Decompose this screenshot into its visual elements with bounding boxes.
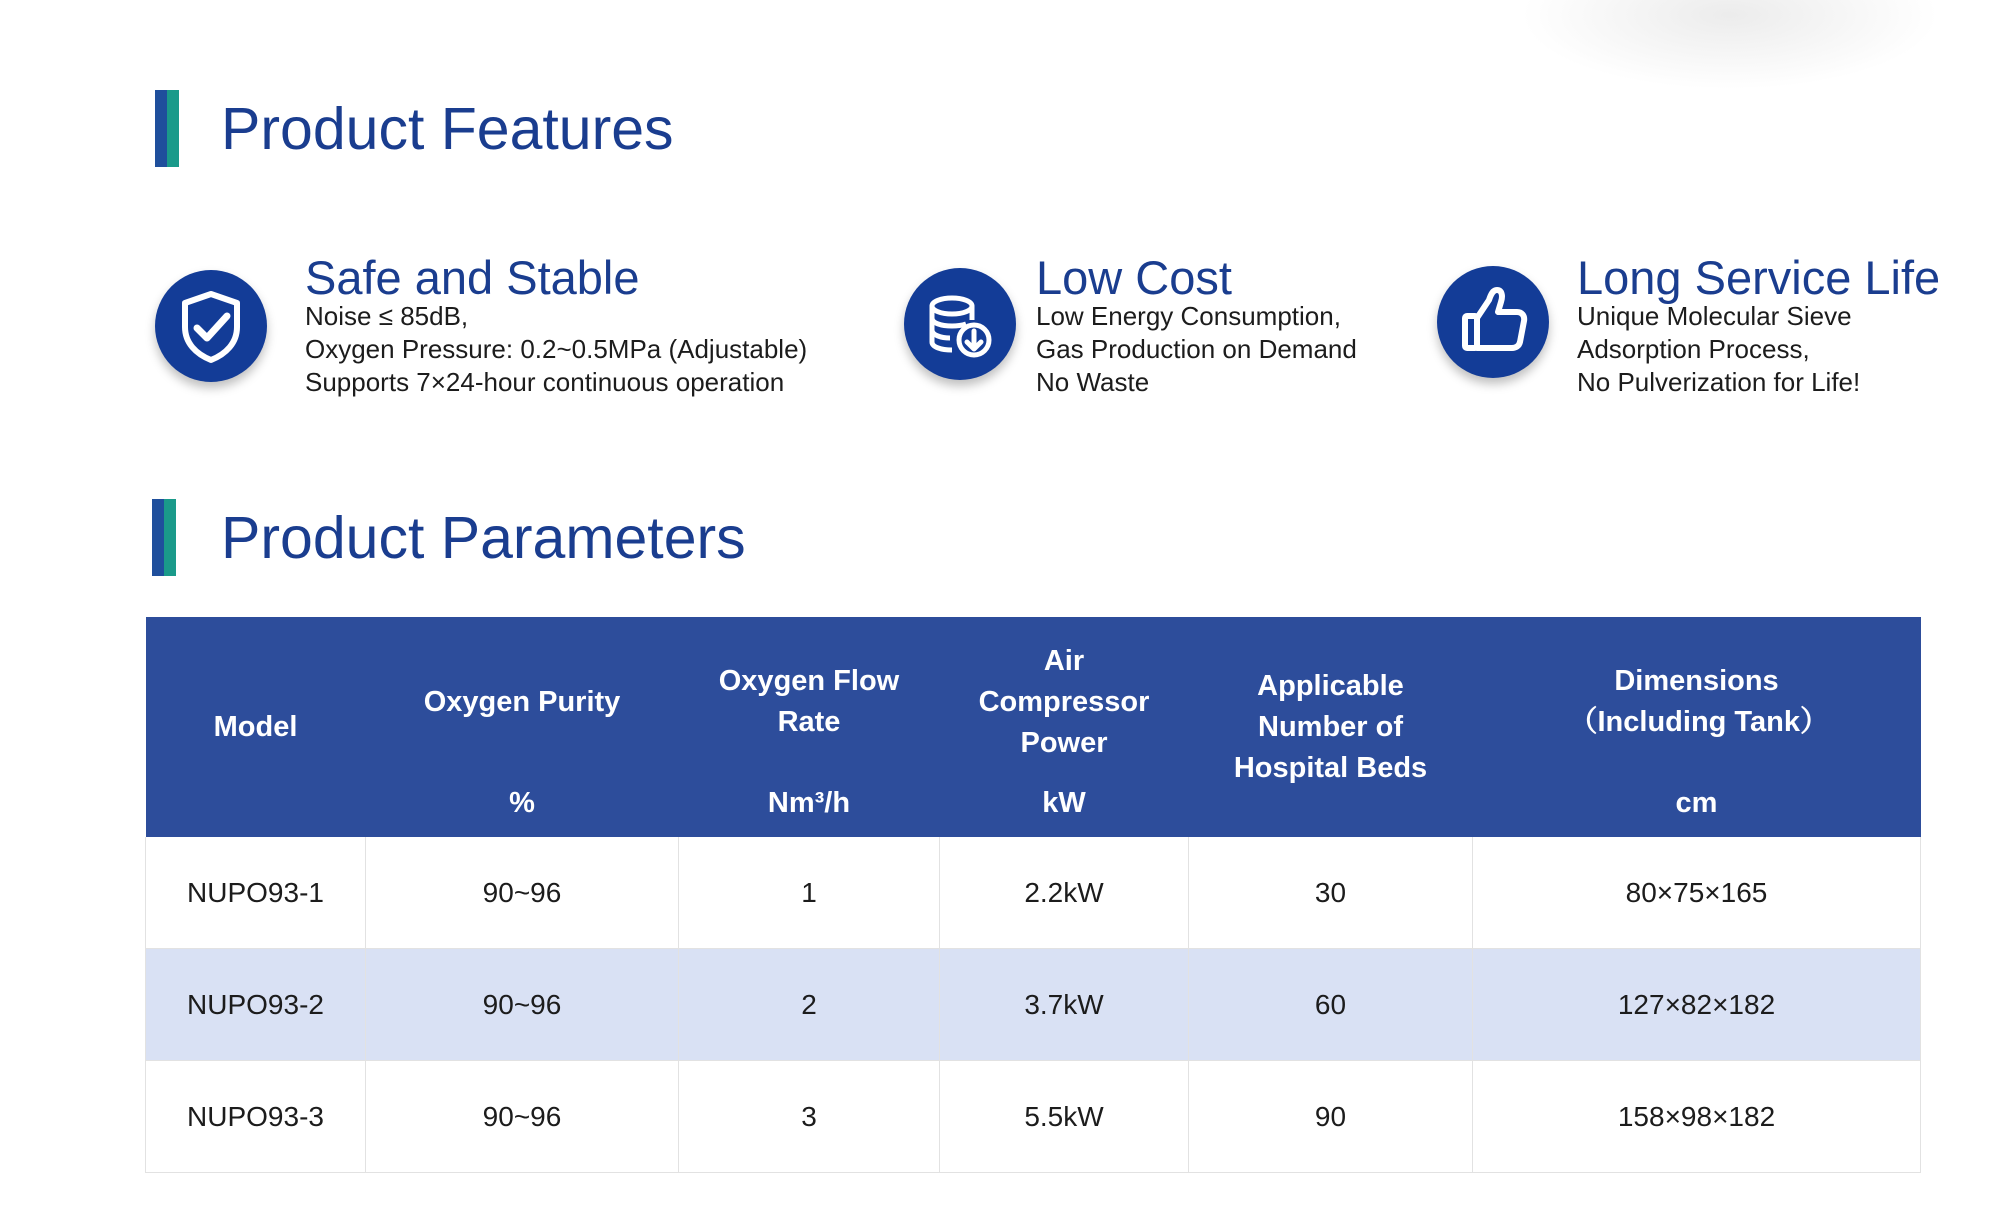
cell-hospital-beds: 90 [1189,1061,1473,1173]
feature-line: Noise ≤ 85dB, [305,301,469,331]
feature-line: No Pulverization for Life! [1577,367,1861,397]
column-name: Applicable Number of Hospital Beds [1233,669,1428,784]
cell-flow-rate: 1 [679,837,940,949]
parameters-title: Product Parameters [221,505,746,571]
cell-dimensions: 80×75×165 [1473,837,1921,949]
feature-line: Gas Production on Demand [1036,334,1357,364]
background-glow [1520,0,1940,90]
cell-oxygen-purity: 90~96 [366,1061,679,1173]
cell-compressor-power: 2.2kW [940,837,1189,949]
parameters-table [145,617,1921,1173]
cell-hospital-beds: 60 [1189,949,1473,1061]
column-unit: % [509,787,535,819]
cell-dimensions: 158×98×182 [1473,1061,1921,1173]
cell-flow-rate: 2 [679,949,940,1061]
column-header-oxygen-flow-rate [679,617,940,837]
feature-line: Low Energy Consumption, [1036,301,1341,331]
column-name: Model [213,710,298,743]
feature-line: Adsorption Process, [1577,334,1810,364]
thumbs-up-icon [1437,266,1549,378]
database-download-icon [904,268,1016,380]
column-name: Oxygen Flow Rate [718,665,900,738]
cell-hospital-beds: 30 [1189,837,1473,949]
cell-compressor-power: 5.5kW [940,1061,1189,1173]
column-unit: cm [1675,787,1718,819]
column-unit: Nm³/h [767,787,851,819]
cell-flow-rate: 3 [679,1061,940,1173]
column-header-oxygen-purity [366,617,679,837]
table-row [146,1061,1921,1173]
section-accent-bar [152,499,176,576]
feature-title: Long Service Life [1577,251,1941,304]
feature-line: Supports 7×24-hour continuous operation [305,367,785,397]
cell-model: NUPO93-1 [146,837,366,949]
shield-check-icon [155,270,267,382]
column-header-hospital-beds [1189,617,1473,837]
cell-oxygen-purity: 90~96 [366,837,679,949]
feature-line: Unique Molecular Sieve [1577,301,1852,331]
cell-model: NUPO93-2 [146,949,366,1061]
feature-title: Low Cost [1036,251,1232,304]
column-unit: kW [1042,787,1086,819]
table-row [146,837,1921,949]
column-name: Dimensions（Including Tank） [1568,665,1829,738]
cell-oxygen-purity: 90~96 [366,949,679,1061]
feature-line: No Waste [1036,367,1150,397]
cell-model: NUPO93-3 [146,1061,366,1173]
column-header-model [146,617,366,837]
column-header-air-compressor-power [940,617,1189,837]
features-title: Product Features [221,96,674,162]
column-name: Air Compressor Power [978,644,1150,759]
feature-line: Oxygen Pressure: 0.2~0.5MPa (Adjustable) [305,334,808,364]
table-header-row [146,617,1921,837]
section-accent-bar [155,90,179,167]
column-name: Oxygen Purity [423,685,621,718]
cell-dimensions: 127×82×182 [1473,949,1921,1061]
cell-compressor-power: 3.7kW [940,949,1189,1061]
feature-title: Safe and Stable [305,251,640,304]
column-header-dimensions [1473,617,1921,837]
table-row [146,949,1921,1061]
